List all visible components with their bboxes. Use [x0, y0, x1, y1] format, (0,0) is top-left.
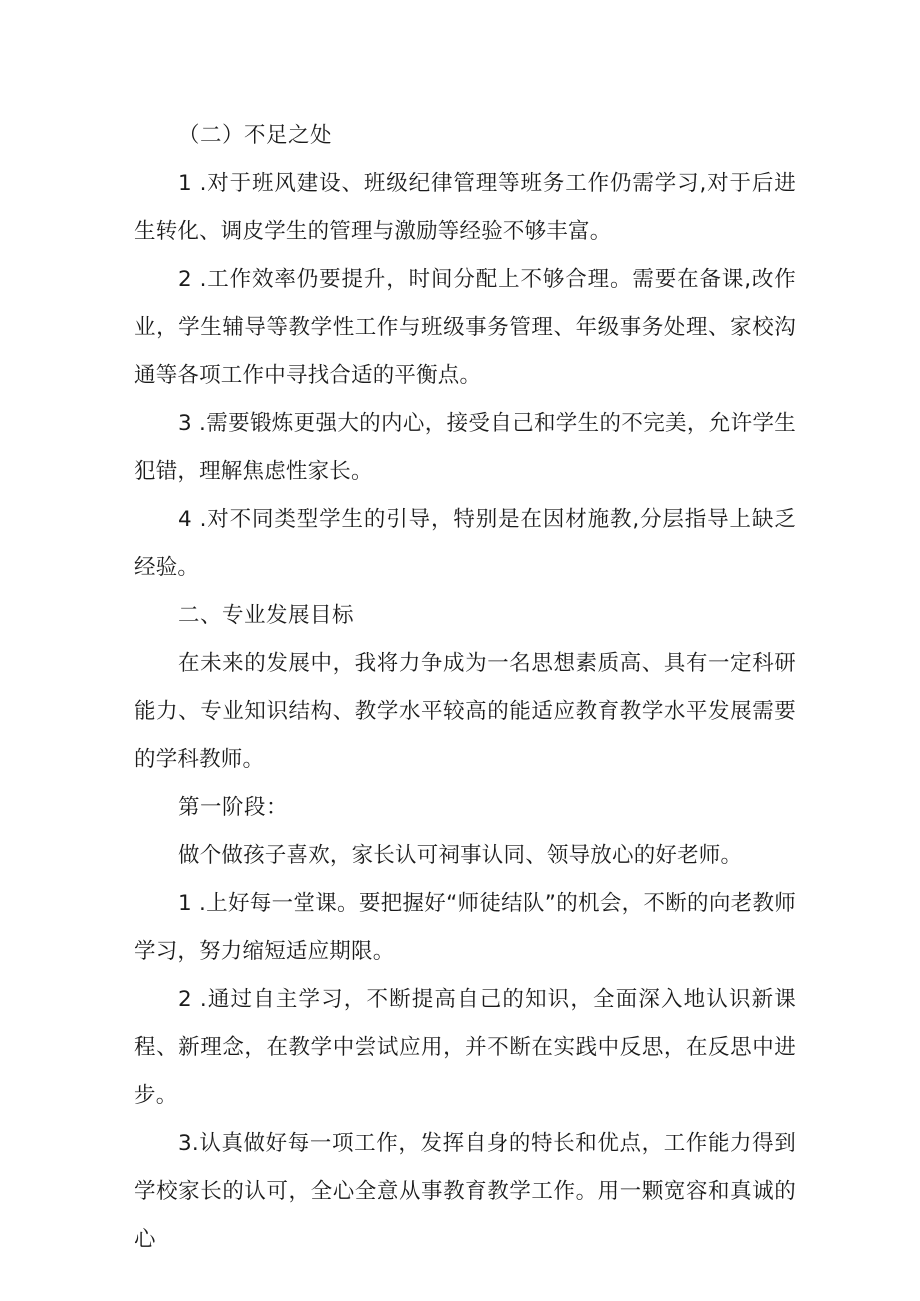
shortcoming-item-1: 1 .对于班风建设、班级纪律管理等班务工作仍需学习,对于后进生转化、调皮学生的管理与激励等经验不够丰富。 [134, 171, 796, 244]
stage-one-item-3: 3.认真做好每一项工作，发挥自身的特长和优点，工作能力得到学校家长的认可，全心全意从事教育教学工作。用一颗宽容和真诚的心 [134, 1131, 796, 1252]
goals-intro-paragraph: 在未来的发展中，我将力争成为一名思想素质高、具有一定科研能力、专业知识结构、教学水平较高的能适应教育教学水平发展需要的学科教师。 [134, 651, 796, 772]
shortcoming-item-4: 4 .对不同类型学生的引导，特别是在因材施教,分层指导上缺乏经验。 [134, 507, 796, 580]
shortcoming-item-2: 2 .工作效率仍要提升，时间分配上不够合理。需要在备课,改作业，学生辅导等教学性工作与班级事务管理、年级事务处理、家校沟通等各项工作中寻找合适的平衡点。 [134, 267, 796, 388]
stage-one-heading: 第一阶段： [178, 795, 289, 820]
shortcoming-item-3: 3 .需要锻炼更强大的内心，接受自己和学生的不完美，允许学生犯错，理解焦虑性家长。 [134, 411, 796, 484]
stage-one-summary: 做个做孩子喜欢，家长认可祠事认同、领导放心的好老师。 [178, 843, 743, 868]
section-heading-development-goals: 二、专业发展目标 [178, 603, 355, 628]
stage-one-item-2: 2 .通过自主学习，不断提高自己的知识，全面深入地认识新课程、新理念，在教学中尝试应用，并不断在实践中反思，在反思中进步。 [134, 987, 796, 1108]
stage-one-item-1: 1 .上好每一堂课。要把握好“师徒结队”的机会，不断的向老教师学习，努力缩短适应期限。 [134, 891, 796, 964]
section-heading-shortcomings: （二）不足之处 [178, 123, 333, 148]
document-body [134, 112, 796, 1264]
